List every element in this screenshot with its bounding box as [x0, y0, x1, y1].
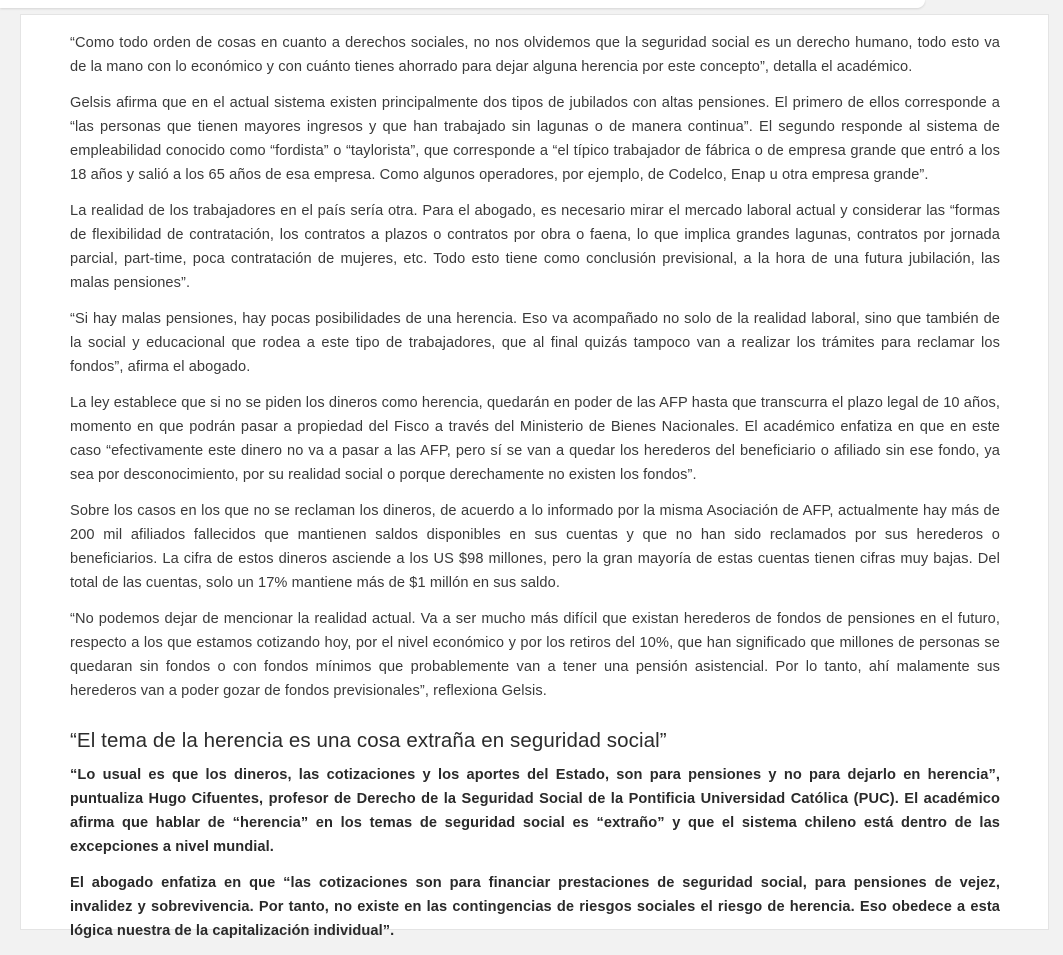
article-subheading: “El tema de la herencia es una cosa extraña en seguridad social” — [70, 729, 667, 752]
article-paragraph-2: Gelsis afirma que en el actual sistema existen principalmente dos tipos de jubilados con altas pensiones. El primero de ellos corresponde a “las personas que tienen mayores ingresos y que han trabajado sin lagunas o de manera continua”. El segundo responde al sistema de empleabilidad conocido como “fordista” o “taylorista”, que corresponde a “el típico trabajador de fábrica o de empresa grande que entró a los 18 años y salió a los 65 años de esa empresa. Como algunos operadores, por ejemplo, de Codelco, Enap u otra empresa grande”. — [70, 95, 1000, 183]
article-paragraph-6: Sobre los casos en los que no se reclaman los dineros, de acuerdo a lo informado por la misma Asociación de AFP, actualmente hay más de 200 mil afiliados fallecidos que mantienen saldos disponibles en sus cuentas y que no han sido reclamados por sus herederos o beneficiarios. La cifra de estos dineros asciende a los US $98 millones, pero la gran mayoría de estas cuentas tienen cifras muy bajas. Del total de las cuentas, solo un 17% mantiene más de $1 millón en sus saldo. — [70, 503, 1000, 591]
article-paragraph-1: “Como todo orden de cosas en cuanto a derechos sociales, no nos olvidemos que la seguridad social es un derecho humano, todo esto va de la mano con lo económico y con cuánto tienes ahorrado para dejar alguna herencia por este concepto”, detalla el académico. — [70, 35, 1000, 75]
article-body — [70, 31, 1000, 955]
article-paragraph-4: “Si hay malas pensiones, hay pocas posibilidades de una herencia. Eso va acompañado no solo de la realidad laboral, sino que también de la social y educacional que rodea a este tipo de trabajadores, que al final quizás tampoco van a realizar los trámites para reclamar los fondos”, afirma el abogado. — [70, 311, 1000, 375]
article-paragraph-7: “No podemos dejar de mencionar la realidad actual. Va a ser mucho más difícil que existan herederos de fondos de pensiones en el futuro, respecto a los que estamos cotizando hoy, por el nivel económico y por los retiros del 10%, que han significado que millones de personas se quedaran sin fondos o con fondos mínimos que probablemente van a tener una pensión asistencial. Por lo tanto, ahí malamente sus herederos van a poder gozar de fondos previsionales”, reflexiona Gelsis. — [70, 611, 1000, 699]
article-paragraph-3: La realidad de los trabajadores en el país sería otra. Para el abogado, es necesario mirar el mercado laboral actual y considerar las “formas de flexibilidad de contratación, los contratos a plazos o contratos por obra o faena, lo que implica grandes lagunas, contratos por jornada parcial, part-time, poca contratación de mujeres, etc. Todo esto tiene como conclusión previsional, a la hora de una futura jubilación, las malas pensiones”. — [70, 203, 1000, 291]
article-bold-paragraph-2: El abogado enfatiza en que “las cotizaciones son para financiar prestaciones de seguridad social, para pensiones de vejez, invalidez y sobrevivencia. Por tanto, no existe en las contingencias de riesgos sociales el riesgo de herencia. Eso obedece a esta lógica nuestra de la capitalización individual”. — [70, 875, 1000, 939]
article-bold-paragraph-1: “Lo usual es que los dineros, las cotizaciones y los aportes del Estado, son para pensiones y no para dejarlo en herencia”, puntualiza Hugo Cifuentes, profesor de Derecho de la Seguridad Social de la Pontificia Universidad Católica (PUC). El académico afirma que hablar de “herencia” en los temas de seguridad social es “extraño” y que el sistema chileno está dentro de las excepciones a nivel mundial. — [70, 767, 1000, 855]
top-tab-bar — [0, 0, 925, 8]
article-paragraph-5: La ley establece que si no se piden los dineros como herencia, quedarán en poder de las AFP hasta que transcurra el plazo legal de 10 años, momento en que podrán pasar a propiedad del Fisco a través del Ministerio de Bienes Nacionales. El académico enfatiza en que en este caso “efectivamente este dinero no va a pasar a las AFP, pero sí se van a quedar los herederos del beneficiario o afiliado sin ese fondo, ya sea por desconocimiento, por su realidad social o porque derechamente no existen los fondos”. — [70, 395, 1000, 483]
article-card — [20, 14, 1049, 939]
